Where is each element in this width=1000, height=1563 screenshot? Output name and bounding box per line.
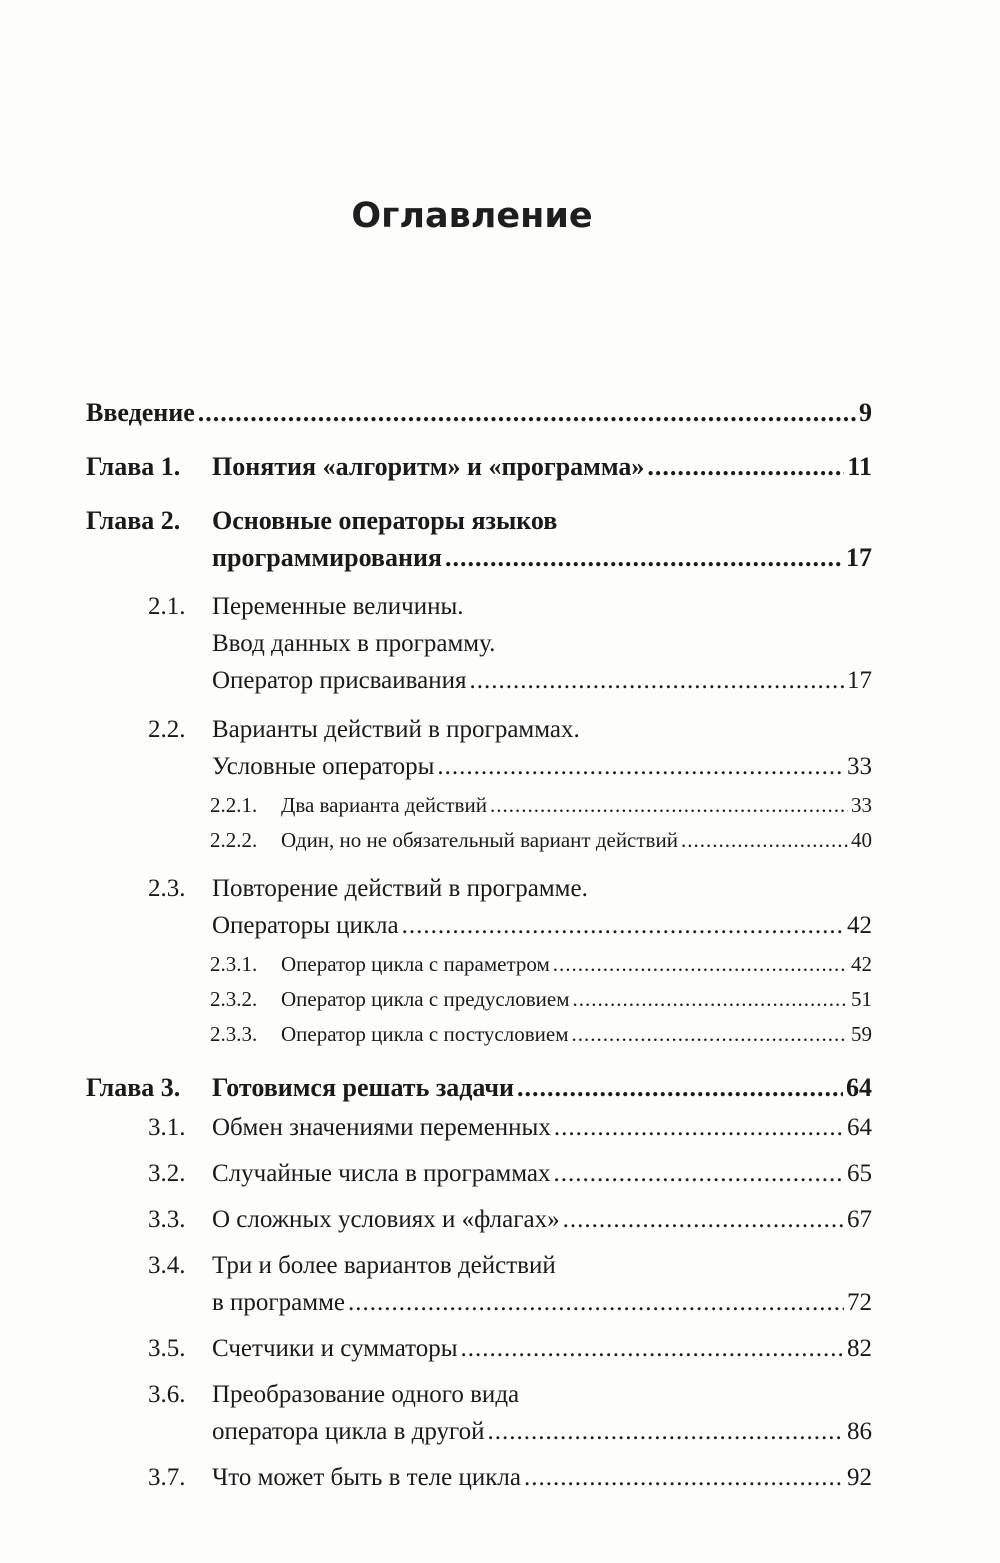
toc-entry-section-3-6[interactable] <box>86 1376 872 1450</box>
toc-title-line: Ввод данных в программу. <box>212 630 496 657</box>
toc-title-line: Три и более вариантов действий <box>212 1252 556 1279</box>
toc-entry-section-3-5[interactable] <box>86 1330 872 1367</box>
toc-title: Оператор присваивания <box>212 667 467 694</box>
toc-entry-section-3-3[interactable] <box>86 1201 872 1238</box>
leader-dots <box>681 823 848 858</box>
toc-title-line: Варианты действий в программах. <box>212 716 580 743</box>
leader-dots <box>461 1330 844 1367</box>
leader-dots <box>348 1284 844 1321</box>
toc-entry-chapter-1[interactable] <box>86 448 872 485</box>
leader-dots <box>490 788 848 823</box>
toc-number: 2.3.3. <box>210 1022 258 1046</box>
toc-title: Готовимся решать задачи <box>212 1073 515 1102</box>
toc-title: О сложных условиях и «флагах» <box>212 1206 560 1233</box>
toc-entry-section-2-1[interactable] <box>86 588 872 699</box>
leader-dots <box>553 1155 844 1192</box>
toc-number: Глава 2. <box>86 506 181 535</box>
toc-page-number: 59 <box>851 1022 872 1046</box>
toc-entry-chapter-3[interactable] <box>86 1069 872 1106</box>
leader-dots <box>572 982 848 1017</box>
toc-title: Обмен значениями переменных <box>212 1114 551 1141</box>
toc-page-number: 11 <box>847 452 872 481</box>
toc-number: 3.7. <box>148 1464 186 1491</box>
toc-number: 3.4. <box>148 1252 186 1279</box>
leader-dots <box>517 1069 843 1106</box>
toc-entry-subsection-2-2-2[interactable] <box>86 823 872 858</box>
toc-page-number: 86 <box>847 1418 872 1445</box>
toc-page-number: 64 <box>846 1073 872 1102</box>
toc-number: 3.2. <box>148 1160 186 1187</box>
toc-title: Условные операторы <box>212 753 435 780</box>
toc-title-line: Преобразование одного вида <box>212 1381 520 1408</box>
leader-dots <box>445 539 843 576</box>
toc-page-number: 67 <box>847 1206 872 1233</box>
toc-entry-section-3-4[interactable] <box>86 1247 872 1321</box>
toc-title: в программе <box>212 1289 346 1316</box>
toc-page-number: 33 <box>847 753 872 780</box>
toc-title-line: Основные операторы языков <box>212 506 558 535</box>
toc-title: Один, но не обязательный вариант действий <box>281 828 678 852</box>
leader-dots <box>554 1109 844 1146</box>
toc-title: оператора цикла в другой <box>212 1418 485 1445</box>
toc-page-number: 17 <box>846 543 872 572</box>
toc-title: Счетчики и сумматоры <box>212 1335 458 1362</box>
toc-number: 2.2.1. <box>210 793 258 817</box>
toc-title: Понятия «алгоритм» и «программа» <box>212 452 645 481</box>
toc-entry-subsection-2-3-3[interactable] <box>86 1017 872 1052</box>
toc-entry-chapter-2[interactable] <box>86 502 872 576</box>
toc-title-line: Повторение действий в программе. <box>212 875 588 902</box>
toc-number: 2.1. <box>148 593 186 620</box>
toc-entry-section-2-2[interactable] <box>86 711 872 785</box>
toc-title: Введение <box>86 398 195 427</box>
leader-dots <box>488 1413 844 1450</box>
toc-number: 2.3.1. <box>210 952 258 976</box>
toc-number: 2.3. <box>148 875 186 902</box>
toc-entry-section-3-7[interactable] <box>86 1459 872 1496</box>
toc-entry-subsection-2-3-1[interactable] <box>86 947 872 982</box>
leader-dots <box>437 748 844 785</box>
toc-number: 2.3.2. <box>210 987 258 1011</box>
toc-entry-section-3-2[interactable] <box>86 1155 872 1192</box>
toc-page-number: 17 <box>847 667 872 694</box>
toc-title: Операторы цикла <box>212 912 399 939</box>
toc-entry-intro[interactable] <box>86 394 872 431</box>
toc-title: Оператор цикла с параметром <box>281 952 550 976</box>
leader-dots <box>402 907 844 944</box>
page-title: Оглавление <box>351 196 593 236</box>
toc-page-number: 33 <box>851 793 872 817</box>
toc-entry-subsection-2-3-2[interactable] <box>86 982 872 1017</box>
toc-number: Глава 3. <box>86 1073 181 1102</box>
toc-page-number: 42 <box>847 912 872 939</box>
toc-number: 3.1. <box>148 1114 186 1141</box>
leader-dots <box>524 1459 844 1496</box>
toc-page-number: 64 <box>847 1114 872 1141</box>
table-of-contents <box>86 394 872 1496</box>
leader-dots <box>563 1201 844 1238</box>
leader-dots <box>553 947 848 982</box>
leader-dots <box>469 662 844 699</box>
toc-title: Что может быть в теле цикла <box>212 1464 521 1491</box>
toc-title: Оператор цикла с предусловием <box>281 987 570 1011</box>
toc-page-number: 51 <box>851 987 872 1011</box>
toc-page-number: 9 <box>859 398 872 427</box>
leader-dots <box>647 448 844 485</box>
toc-title-line: Переменные величины. <box>212 593 464 620</box>
toc-page-number: 65 <box>847 1160 872 1187</box>
toc-title: Оператор цикла с постусловием <box>281 1022 569 1046</box>
toc-number: 3.5. <box>148 1335 186 1362</box>
toc-page-number: 92 <box>847 1464 872 1491</box>
toc-page-number: 82 <box>847 1335 872 1362</box>
toc-title: Два варианта действий <box>281 793 487 817</box>
toc-title: Случайные числа в программах <box>212 1160 551 1187</box>
toc-number: 2.2.2. <box>210 828 258 852</box>
toc-entry-section-2-3[interactable] <box>86 870 872 944</box>
toc-page-number: 72 <box>847 1289 872 1316</box>
toc-number: 2.2. <box>148 716 186 743</box>
toc-number: Глава 1. <box>86 452 181 481</box>
toc-entry-section-3-1[interactable] <box>86 1109 872 1146</box>
toc-entry-subsection-2-2-1[interactable] <box>86 788 872 823</box>
leader-dots <box>198 394 856 431</box>
toc-title: программирования <box>212 543 442 572</box>
leader-dots <box>572 1017 849 1052</box>
toc-number: 3.3. <box>148 1206 186 1233</box>
toc-number: 3.6. <box>148 1381 186 1408</box>
toc-page-number: 40 <box>851 828 872 852</box>
toc-page-number: 42 <box>851 952 872 976</box>
